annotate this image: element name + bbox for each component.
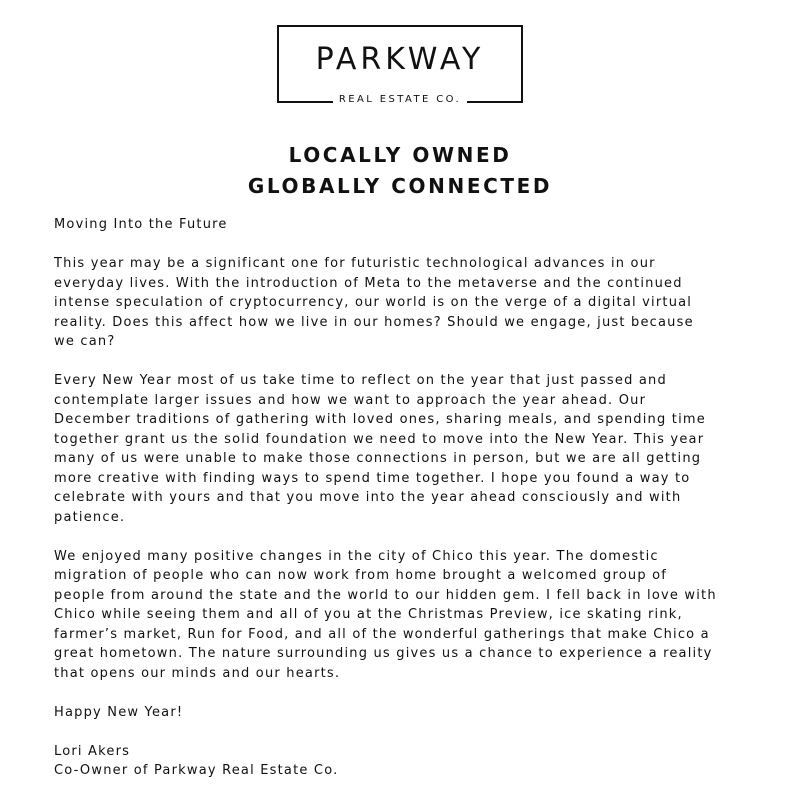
paragraph-line: great hometown. The nature surrounding us gives us a chance to experience a reality xyxy=(54,646,713,661)
paragraph-line: Chico while seeing them and all of you at the Christmas Preview, ice skating rink, xyxy=(54,607,683,622)
paragraph-line: celebrate with yours and that you move into the year ahead consciously and with xyxy=(54,490,682,505)
paragraph-line: This year may be a significant one for futuristic technological advances in our xyxy=(54,256,656,271)
logo-wordmark: PARKWAY xyxy=(315,42,485,77)
paragraph-line: that opens our minds and our hearts. xyxy=(54,665,341,681)
paragraph-line: everyday lives. With the introduction of Meta to the metaverse and the continued xyxy=(54,275,683,291)
signature-name: Lori Akers xyxy=(54,743,131,759)
paragraph-line: intense speculation of cryptocurrency, our world is on the verge of a digital virtual xyxy=(54,295,693,310)
paragraph-line: contemplate larger issues and how we want to approach the year ahead. Our xyxy=(54,392,647,408)
paragraph-1 xyxy=(54,254,754,352)
paragraph-line: patience. xyxy=(54,509,126,525)
paragraph-line: December traditions of gathering with loved ones, sharing meals, and spending time xyxy=(54,412,706,427)
letter-heading: Moving Into the Future xyxy=(54,217,228,232)
headline-line-2: GLOBALLY CONNECTED xyxy=(247,174,553,198)
paragraph-line: reality. Does this affect how we live in our homes? Should we engage, just because xyxy=(54,314,694,330)
signature-title: Co-Owner of Parkway Real Estate Co. xyxy=(54,763,339,778)
paragraph-line: We enjoyed many positive changes in the city of Chico this year. The domestic xyxy=(54,548,659,564)
letter-body xyxy=(54,215,754,781)
logo-subtitle: REAL ESTATE CO. xyxy=(338,94,462,105)
paragraph-line: migration of people who can now work from home brought a welcomed group of xyxy=(54,568,668,583)
paragraph-line: together grant us the solid foundation we need to move into the New Year. This year xyxy=(54,431,705,447)
parkway-logo xyxy=(277,25,523,105)
paragraph-2 xyxy=(54,371,754,527)
closing-line: Happy New Year! xyxy=(54,704,184,720)
paragraph-3 xyxy=(54,547,754,684)
paragraph-line: many of us were unable to make those connections in person, but we are all getting xyxy=(54,451,702,466)
paragraph-line: Every New Year most of us take time to reflect on the year that just passed and xyxy=(54,373,667,388)
paragraph-line: more creative with finding ways to spend time together. I hope you found a way to xyxy=(54,470,691,486)
paragraph-line: farmer’s market, Run for Food, and all of the wonderful gatherings that make Chico a xyxy=(54,626,710,642)
headline-line-1: LOCALLY OWNED xyxy=(288,143,512,167)
paragraph-line: people from around the state and the world to our hidden gem. I fell back in love with xyxy=(54,587,717,603)
paragraph-line: we can? xyxy=(54,334,116,349)
headline xyxy=(0,140,800,202)
